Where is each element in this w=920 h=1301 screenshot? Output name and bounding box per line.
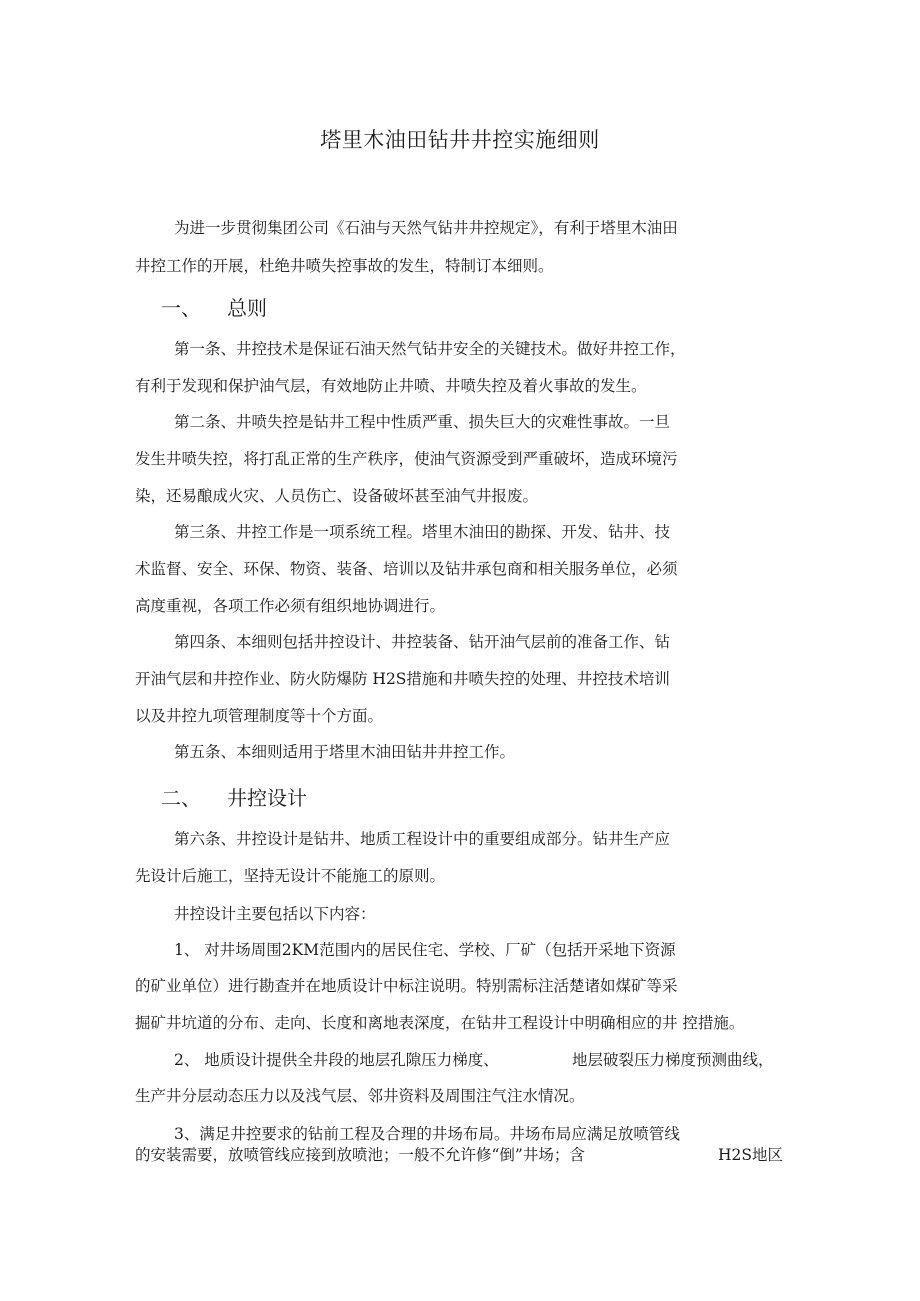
article-2-line-3: 染，还易酿成火灾、人员伤亡、设备破坏甚至油气井报废。: [135, 487, 539, 505]
item-1-line-1: 1、 对井场周围2KM范围内的居民住宅、学校、厂矿（包括开采地下资源: [174, 941, 676, 959]
article-1-line-2: 有利于发现和保护油气层，有效地防止井喷、井喷失控及着火事故的发生。: [135, 377, 647, 395]
intro-line-1: 为进一步贯彻集团公司《石油与天然气钻井井控规定》，有利于塔里木油田: [174, 219, 678, 237]
section-2-heading: [161, 786, 307, 810]
section-2-title: 井控设计: [227, 786, 307, 810]
article-5-line-1: 第五条、本细则适用于塔里木油田钻井井控工作。: [174, 743, 516, 761]
item-3-line-2b: H2S地区: [718, 1146, 783, 1164]
article-2-line-2: 发生井喷失控，将打乱正常的生产秩序，使油气资源受到严重破坏，造成环境污: [135, 450, 678, 468]
article-3-line-1: 第三条、井控工作是一项系统工程。塔里木油田的勘探、开发、钻井、技: [174, 523, 671, 541]
item-2-line-1b: 地层破裂压力梯度预测曲线，: [572, 1051, 774, 1069]
document-title: 塔里木油田钻井井控实施细则: [320, 128, 600, 152]
article-4-line-3: 以及井控九项管理制度等十个方面。: [135, 707, 384, 725]
article-6-line-2: 先设计后施工，坚持无设计不能施工的原则。: [135, 867, 446, 885]
article-1-line-1: 第一条、井控技术是保证石油天然气钻井安全的关键技术。做好井控工作，: [174, 340, 686, 358]
section-1-heading: [161, 296, 267, 320]
article-2-line-1: 第二条、井喷失控是钻井工程中性质严重、损失巨大的灾难性事故。一旦: [174, 413, 671, 431]
article-6-line-1: 第六条、井控设计是钻井、地质工程设计中的重要组成部分。钻井生产应: [174, 830, 671, 848]
item-1-line-3: 掘矿井坑道的分布、走向、长度和离地表深度，在钻井工程设计中明确相应的井 控措施。: [135, 1014, 745, 1032]
item-3-line-1: 3、满足井控要求的钻前工程及合理的井场布局。井场布局应满足放喷管线: [174, 1125, 680, 1143]
article-4-line-1: 第四条、本细则包括井控设计、井控装备、钻开油气层前的准备工作、钻: [174, 633, 671, 651]
item-1-line-2: 的矿业单位）进行勘查并在地质设计中标注说明。特别需标注活楚诸如煤矿等采: [135, 977, 678, 995]
article-4-line-2: 开油气层和井控作业、防火防爆防 H2S措施和井喷失控的处理、井控技术培训: [135, 670, 670, 688]
article-3-line-2: 术监督、安全、环保、物资、装备、培训以及钻井承包商和相关服务单位，必须: [135, 560, 678, 578]
article-3-line-3: 高度重视，各项工作必须有组织地协调进行。: [135, 597, 446, 615]
section-2-number: 二、: [161, 786, 201, 810]
item-2-line-2: 生产井分层动态压力以及浅气层、邻井资料及周围注气注水情况。: [135, 1087, 585, 1105]
design-content-intro: 井控设计主要包括以下内容：: [174, 905, 376, 923]
item-2-line-1a: 2、 地质设计提供全井段的地层孔隙压力梯度、: [174, 1051, 499, 1069]
intro-line-2: 井控工作的开展，杜绝井喷失控事故的发生，特制订本细则。: [135, 257, 554, 275]
section-1-title: 总则: [227, 296, 267, 320]
section-1-number: 一、: [161, 296, 201, 320]
item-3-line-2a: 的安装需要，放喷管线应接到放喷池；一般不允许修“倒”井场；含: [135, 1146, 585, 1164]
